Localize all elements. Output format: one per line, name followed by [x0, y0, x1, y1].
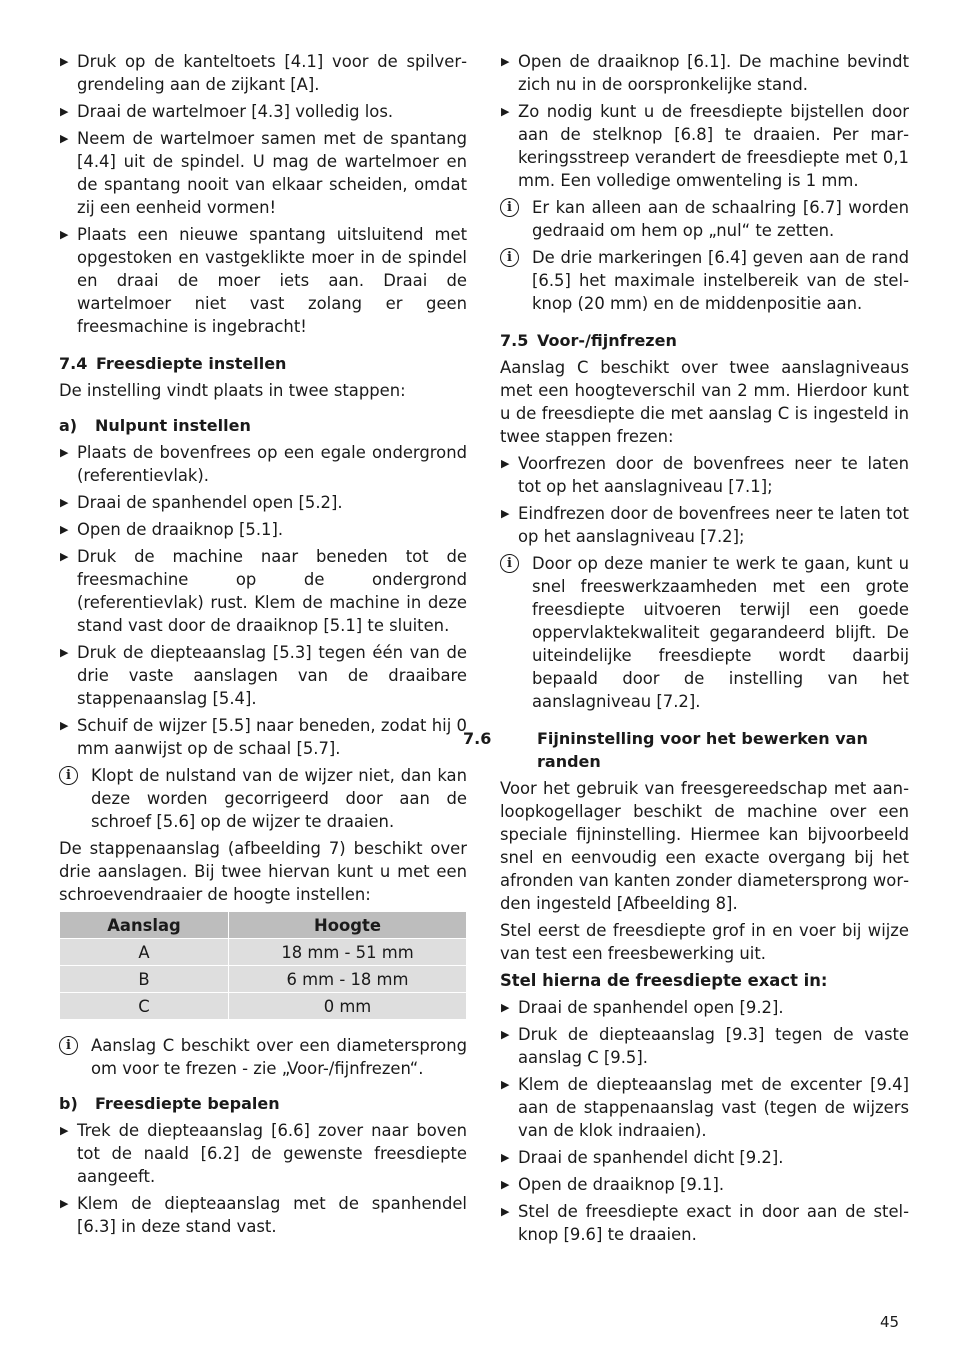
bullet-item: ▶ Eindfrezen door de bovenfrees neer te laten tot op het aanslagniveau [7.2];: [500, 502, 909, 548]
section-heading-7-5: 7.5 Voor-/fijnfrezen: [500, 331, 677, 350]
info-note: i Aanslag C beschikt over een diametersprong om voor te frezen - zie „Voor-/fijnfrezen“.: [59, 1034, 467, 1080]
info-note: i Klopt de nulstand van de wijzer niet, dan kan deze worden gecorrigeerd door aan de schroef [5.6] op de wijzer te draaien.: [59, 764, 467, 833]
table-row: [60, 993, 467, 1020]
bullet-item: ▶ Draai de spanhendel open [9.2].: [500, 996, 909, 1019]
paragraph: De stappenaanslag (afbeelding 7) beschikt over drie aanslagen. Bij twee hiervan kunt u met een schroevendraaier de hoogte instellen:: [59, 839, 467, 904]
bullet-item: ▶ Druk de diepteaanslag [9.3] tegen de vaste aanslag C [9.5].: [500, 1023, 909, 1069]
table-header-hoogte: Hoogte: [229, 912, 467, 939]
table-cell: C: [60, 993, 229, 1020]
bullet-item: ▶ Draai de spanhendel open [5.2].: [59, 491, 467, 514]
table-row: [60, 939, 467, 966]
section-heading-7-6: 7.6 Fijninstelling voor het bewerken van randen: [463, 729, 868, 771]
bullet-item: ▶ Druk op de kanteltoets [4.1] voor de spilvergrendeling aan de zijkant [A].: [59, 50, 467, 96]
info-note: i Door op deze manier te werk te gaan, kunt u snel freeswerkzaamheden met een grote freesdiepte uitvoeren terwijl een goede oppervlaktekwaliteit gegarandeerd blijft. De uiteindelijke freesdiepte wordt daarbij bepaald door de instelling van het aanslagniveau [7.2].: [500, 552, 909, 713]
bullet-item: ▶ Voorfrezen door de bovenfrees neer te laten tot op het aanslagniveau [7.1];: [500, 452, 909, 498]
bullet-item: ▶ Draai de wartelmoer [4.3] volledig los.: [59, 100, 467, 123]
height-table: [59, 911, 467, 1020]
bullet-item: ▶ Neem de wartelmoer samen met de spantang [4.4] uit de spindel. U mag de wartelmoer en de spantang nooit van elkaar scheiden, omdat zij een eenheid vormen!: [59, 127, 467, 219]
bullet-item: ▶ Stel de freesdiepte exact in door aan de stelknop [9.6] te draaien.: [500, 1200, 909, 1246]
table-cell: 0 mm: [229, 993, 467, 1020]
info-note: i Er kan alleen aan de schaalring [6.7] worden gedraaid om hem op „nul“ te zetten.: [500, 196, 909, 242]
info-note: i De drie markeringen [6.4] geven aan de rand [6.5] het maximale instelbereik van de stelknop (20 mm) en de middenpositie aan.: [500, 246, 909, 315]
section-intro: De instelling vindt plaats in twee stappen:: [59, 381, 406, 400]
info-icon: i: [500, 248, 519, 267]
table-row: [60, 966, 467, 993]
info-icon: i: [59, 1036, 78, 1055]
bullet-item: ▶ Druk de diepteaanslag [5.3] tegen één van de drie vaste aanslagen van de draaibare stappenaanslag [5.4].: [59, 641, 467, 710]
bullet-item: ▶ Druk de machine naar beneden tot de freesmachine op de ondergrond (referentievlak) rust. Klem de machine in deze stand vast door de draaiknop [5.1] te sluiten.: [59, 545, 467, 637]
table-header-aanslag: Aanslag: [60, 912, 229, 939]
subheading: Stel hierna de freesdiepte exact in:: [500, 971, 828, 990]
right-column: [463, 50, 909, 1250]
subsection-heading-a: a) Nulpunt instellen: [59, 416, 251, 435]
subsection-heading-b: b) Freesdiepte bepalen: [59, 1094, 280, 1113]
bullet-item: ▶ Schuif de wijzer [5.5] naar beneden, zodat hij 0 mm aanwijst op de schaal [5.7].: [59, 714, 467, 760]
bullet-item: ▶ Open de draaiknop [5.1].: [59, 518, 467, 541]
bullet-item: ▶ Open de draaiknop [9.1].: [500, 1173, 909, 1196]
table-cell: A: [60, 939, 229, 966]
bullet-item: ▶ Zo nodig kunt u de freesdiepte bijstellen door aan de stelknop [6.8] te draaien. Per markeringsstreep verandert de freesdiepte met 0,1 mm. Een volledige omwenteling is 1 mm.: [500, 100, 909, 192]
bullet-item: ▶ Klem de diepteaanslag met de spanhendel [6.3] in deze stand vast.: [59, 1192, 467, 1238]
left-column: [59, 50, 467, 1242]
bullet-item: ▶ Plaats de bovenfrees op een egale ondergrond (referentievlak).: [59, 441, 467, 487]
section-intro: Aanslag C beschikt over twee aanslagniveaus met een hoogteverschil van 2 mm. Hierdoor kunt u de freesdiepte die met aanslag C is ingesteld in twee stappen frezen:: [500, 358, 909, 446]
page-number: 45: [880, 1313, 900, 1331]
bullet-item: ▶ Plaats een nieuwe spantang uitsluitend met opgestoken en vastgeklikte moer in de spindel en draai de moer iets aan. Draai de wartelmoer niet vast zolang er geen freesmachine is ingebracht!: [59, 223, 467, 338]
bullet-item: ▶ Trek de diepteaanslag [6.6] zover naar boven tot de naald [6.2] de gewenste freesdiepte aangeeft.: [59, 1119, 467, 1188]
table-cell: 6 mm - 18 mm: [229, 966, 467, 993]
paragraph: Stel eerst de freesdiepte grof in en voer bij wijze van test een freesbewerking uit.: [500, 921, 909, 963]
info-icon: i: [500, 554, 519, 573]
paragraph: Voor het gebruik van freesgereedschap met aanloopkogellager beschikt de machine over een speciale fijninstelling. Hiermee kan bijvoorbeeld snel en eenvoudig een exacte overgang bij het afronden van kanten zonder diametersprong worden ingesteld [Afbeelding 8].: [500, 779, 909, 913]
table-cell: 18 mm - 51 mm: [229, 939, 467, 966]
info-icon: i: [59, 766, 78, 785]
bullet-item: ▶ Draai de spanhendel dicht [9.2].: [500, 1146, 909, 1169]
bullet-item: ▶ Open de draaiknop [6.1]. De machine bevindt zich nu in de oorspronkelijke stand.: [500, 50, 909, 96]
table-cell: B: [60, 966, 229, 993]
info-icon: i: [500, 198, 519, 217]
bullet-item: ▶ Klem de diepteaanslag met de excenter [9.4] aan de stappenaanslag vast (tegen de wijzers van de klok indraaien).: [500, 1073, 909, 1142]
section-heading-7-4: 7.4 Freesdiepte instellen: [59, 354, 287, 373]
